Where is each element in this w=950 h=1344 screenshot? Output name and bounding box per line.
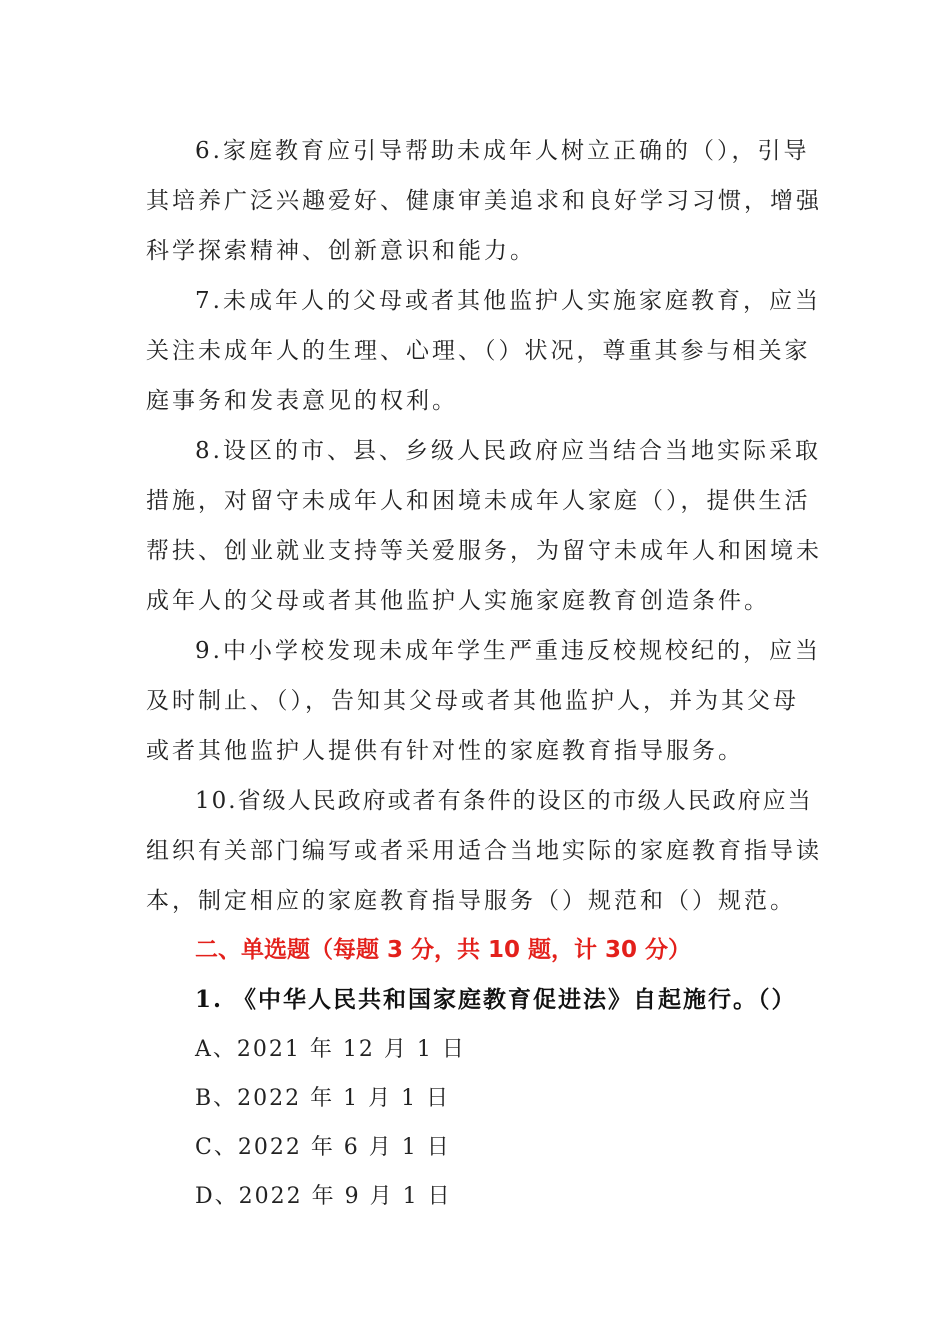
paragraph-7-line-1: 7.未成年人的父母或者其他监护人实施家庭教育，应当 [195, 288, 821, 314]
paragraph-9-line-3: 或者其他监护人提供有针对性的家庭教育指导服务。 [146, 738, 744, 764]
paragraph-10-line-3: 本，制定相应的家庭教育指导服务（）规范和（）规范。 [146, 888, 796, 914]
option-d: D、2022 年 9 月 1 日 [195, 1184, 452, 1209]
section-heading: 二、单选题（每题 3 分，共 10 题，计 30 分） [195, 937, 692, 963]
paragraph-6-line-2: 其培养广泛兴趣爱好、健康审美追求和良好学习习惯，增强 [146, 188, 822, 214]
option-a: A、2021 年 12 月 1 日 [195, 1037, 466, 1062]
paragraph-7-line-2: 关注未成年人的生理、心理、（）状况，尊重其参与相关家 [146, 338, 811, 364]
paragraph-10-line-2: 组织有关部门编写或者采用适合当地实际的家庭教育指导读 [146, 838, 822, 864]
paragraph-9-line-1: 9.中小学校发现未成年学生严重违反校规校纪的，应当 [195, 638, 821, 664]
paragraph-7-line-3: 庭事务和发表意见的权利。 [146, 388, 458, 414]
paragraph-8-line-4: 成年人的父母或者其他监护人实施家庭教育创造条件。 [146, 588, 770, 614]
paragraph-9-line-2: 及时制止、（），告知其父母或者其他监护人，并为其父母 [146, 688, 799, 714]
option-b: B、2022 年 1 月 1 日 [195, 1086, 451, 1111]
paragraph-10-line-1: 10.省级人民政府或者有条件的设区的市级人民政府应当 [195, 788, 813, 814]
paragraph-8-line-1: 8.设区的市、县、乡级人民政府应当结合当地实际采取 [195, 438, 821, 464]
paragraph-8-line-2: 措施，对留守未成年人和困境未成年人家庭（），提供生活 [146, 488, 811, 514]
paragraph-8-line-3: 帮扶、创业就业支持等关爱服务，为留守未成年人和困境未 [146, 538, 822, 564]
question-1: 1. 《中华人民共和国家庭教育促进法》自起施行。（） [195, 986, 797, 1013]
option-c: C、2022 年 6 月 1 日 [195, 1135, 451, 1160]
paragraph-6-line-1: 6.家庭教育应引导帮助未成年人树立正确的（），引导 [195, 138, 810, 164]
paragraph-6-line-3: 科学探索精神、创新意识和能力。 [146, 238, 536, 264]
